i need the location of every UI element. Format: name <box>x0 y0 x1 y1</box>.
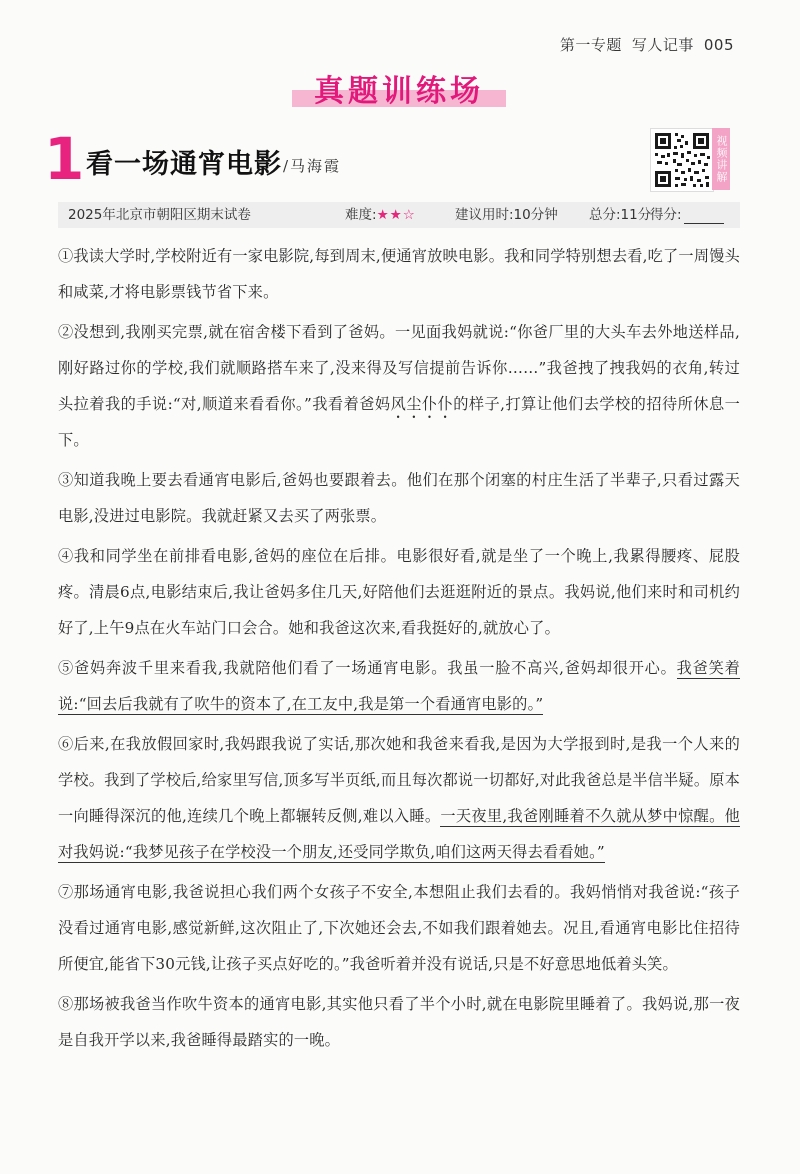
qr-code-graphic <box>651 129 713 191</box>
article-body <box>58 238 740 1062</box>
paragraph-2 <box>58 314 740 458</box>
difficulty <box>345 202 416 228</box>
emphasized-phrase: 风尘仆仆 <box>390 395 454 413</box>
running-header <box>560 34 734 55</box>
video-explanation-tag[interactable]: 视频讲解 <box>712 128 730 190</box>
header-topic: 写人记事 <box>631 36 694 54</box>
paragraph-6 <box>58 726 740 870</box>
article-title: 看一场通宵电影 <box>86 149 282 180</box>
paragraph-5 <box>58 650 740 722</box>
difficulty-stars: ★★☆ <box>376 207 416 223</box>
suggested-time: 建议用时:10分钟 <box>455 207 558 223</box>
paragraph-2-text-a: ②没想到,我刚买完票,就在宿舍楼下看到了爸妈。一见面我妈就说:“你爸厂里的大头车去外地送样品,刚好路过你的学校,我们就顺路搭车来了,没来得及写信提前告诉你……”我爸拽了拽我妈的衣角,转过头拉着我的手说:“对,顺道来看看你。”我看着爸妈 <box>58 323 740 413</box>
header-section: 第一专题 <box>559 36 622 54</box>
page-number: 005 <box>703 36 734 54</box>
score-label: 得分: <box>650 207 682 223</box>
paragraph-7: ⑦那场通宵电影,我爸说担心我们两个女孩子不安全,本想阻止我们去看的。我妈悄悄对我爸说:“孩子没看过通宵电影,感觉新鲜,这次阻止了,下次她还会去,不如我们跟着她去。况且,看通宵电影比住招待所便宜,能省下30元钱,让孩子买点好吃的。”我爸听着并没有说话,只是不好意思地低着头笑。 <box>58 883 740 973</box>
difficulty-label: 难度: <box>345 207 377 223</box>
score-blank[interactable] <box>684 207 724 224</box>
score-field <box>650 202 724 228</box>
underlined-sentence-6: 一天夜里,我爸刚睡着不久就从梦中惊醒。他对我妈说:“我梦见孩子在学校没一个朋友,还受同学欺负,咱们这两天得去看看她。” <box>58 807 740 861</box>
paragraph-2-text-c: 的样子,打算让他们去学校的招待所休息一下。 <box>58 395 740 449</box>
article-author: /马海霞 <box>283 157 342 175</box>
paragraph-4: ④我和同学坐在前排看电影,爸妈的座位在后排。电影很好看,就是坐了一个晚上,我累得腰疼、屁股疼。清晨6点,电影结束后,我让爸妈多住几天,好陪他们去逛逛附近的景点。我妈说,他们来时和司机约好了,上午9点在火车站门口会合。她和我爸这次来,看我挺好的,就放心了。 <box>58 547 740 637</box>
section-banner <box>292 72 506 112</box>
exam-source: 2025年北京市朝阳区期末试卷 <box>68 207 251 223</box>
paragraph-8: ⑧那场被我爸当作吹牛资本的通宵电影,其实他只看了半个小时,就在电影院里睡着了。我妈说,那一夜是自我开学以来,我爸睡得最踏实的一晚。 <box>58 995 740 1049</box>
underlined-sentence-5: 我爸笑着说:“回去后我就有了吹牛的资本了,在工友中,我是第一个看通宵电影的。” <box>58 659 740 713</box>
banner-title: 真题训练场 <box>314 74 484 109</box>
article-number: 1 <box>44 125 85 193</box>
paragraph-3: ③知道我晚上要去看通宵电影后,爸妈也要跟着去。他们在那个闭塞的村庄生活了半辈子,只看过露天电影,没进过电影院。我就赶紧又去买了两张票。 <box>58 471 740 525</box>
paragraph-5-text: ⑤爸妈奔波千里来看我,我就陪他们看了一场通宵电影。我虽一脸不高兴,爸妈却很开心。 <box>58 659 677 677</box>
exercise-info-bar <box>58 202 740 228</box>
paragraph-6-text: ⑥后来,在我放假回家时,我妈跟我说了实话,那次她和我爸来看我,是因为大学报到时,是我一个人来的学校。我到了学校后,给家里写信,顶多写半页纸,而且每次都说一切都好,对此我爸总是半信半疑。原本一向睡得深沉的他,连续几个晚上都辗转反侧,难以入睡。 <box>58 735 740 825</box>
paragraph-1: ①我读大学时,学校附近有一家电影院,每到周末,便通宵放映电影。我和同学特别想去看,吃了一周馒头和咸菜,才将电影票钱节省下来。 <box>58 247 740 301</box>
qr-code-icon[interactable] <box>650 128 714 192</box>
total-score: 总分:11分 <box>589 207 652 223</box>
